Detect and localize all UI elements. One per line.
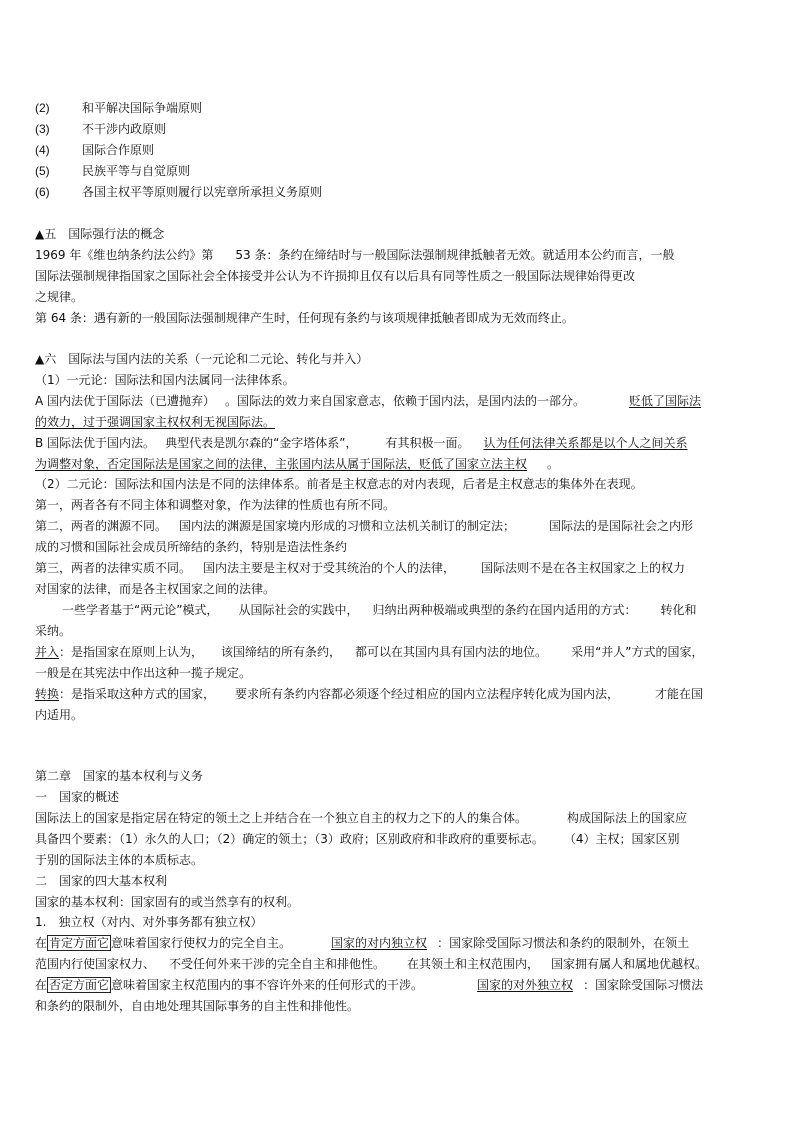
text-run: 范围内行使国家权力、 [35,957,156,971]
text-run: 国内法的渊源是国家境内形成的习惯和立法机关制订的制定法； [179,519,516,533]
underlined-text: 的效力，过于强调国家主权权利无视国际法。 [35,415,276,429]
paragraph-line [35,518,693,534]
paragraph-line [35,393,701,409]
item-text: 民族平等与自觉原则 [82,164,191,178]
underlined-text: 贬低了国际法 [629,394,702,408]
text-run: 在其领土和主权范围内， [407,957,540,971]
paragraph-line: 和条约的限制外，自由地处理其国际事务的自主性和排他性。 [35,999,360,1013]
text-run: 意味着国家行使权力的完全自主。 [111,936,292,950]
text-run: 。 [547,457,560,471]
text-run: （4）主权；国家区别 [563,832,680,846]
paragraph-line: 一般是在其宪法中作出这种一揽子规定。 [35,666,252,680]
item-number: (5) [35,164,50,178]
text-run: ：是指采取这种方式的国家， [59,687,216,701]
text-run: 一些学者基于“两元论”模式， [62,603,219,617]
paragraph-line [35,560,685,576]
term-transformation: 转换 [35,687,60,701]
text-run: 国内法主要是主权对于受其统治的个人的法律， [203,561,456,575]
boxed-text: 否定方面它 [49,978,110,992]
paragraph-line [62,602,696,618]
section-heading: ▲五 国际强行法的概念 [35,227,165,241]
paragraph-line [35,977,703,993]
paragraph-line: 于别的国际法主体的本质标志。 [35,853,204,867]
text-run: 1969 年《维也纳条约法公约》第 [35,248,214,262]
paragraph-line: 内适用。 [35,708,84,722]
underlined-text: 认为任何法律关系都是以个人之间关系 [483,436,688,450]
text-run: 具备四个要素：（1）永久的人口；（2）确定的领土；（3）政府；区别政府和非政府的重要标志。 [35,832,544,846]
text-run: 该国缔结的所有条约， [221,645,342,659]
text-run: ：国家除受国际习惯法和条约的限制外，在领土 [437,936,690,950]
text-run: 构成国际法上的国家应 [567,811,688,825]
text-run: 有其积极一面。 [385,436,470,450]
text-run: 在 [35,936,48,950]
paragraph-line [35,935,689,951]
paragraph-line [35,456,559,472]
paragraph-line [35,956,707,972]
paragraph-line: 第 64 条：遇有新的一般国际法强制规律产生时，任何现有条约与该项规律抵触者即成为无效而终止。 [35,311,574,325]
paragraph-line: 国际法强制规律指国家之国际社会全体接受并公认为不许损抑且仅有以后具有同等性质之一般国际法规律始得更改 [35,269,636,283]
item-text: 国际合作原则 [82,143,155,157]
text-run: 国际法的是国际社会之内形 [549,519,694,533]
paragraph-line [35,414,275,430]
paragraph-line: 之规律。 [35,290,84,304]
item-number: (6) [35,185,50,199]
item-text: 不干涉内政原则 [82,122,167,136]
item-text: 和平解决国际争端原则 [82,101,203,115]
underlined-text: 为调整对象，否定国际法是国家之间的法律，主张国内法从属于国际法，贬低了国家立法主权 [35,457,528,471]
paragraph-line [35,831,680,847]
paragraph-line: 对国家的法律，而是各主权国家之间的法律。 [35,582,276,596]
text-run: A 国内法优于国际法（已遭抛弃） [35,394,216,408]
section-heading: ▲六 国际法与国内法的关系（一元论和二元论、转化与并入） [35,352,369,366]
paragraph-line [35,435,688,451]
paragraph-line [35,810,687,826]
text-run: 。国际法的效力来自国家意志，依赖于国内法，是国内法的一部分。 [225,394,586,408]
paragraph-line: 采纳。 [35,624,72,638]
chapter-heading: 第二章 国家的基本权利与义务 [35,769,204,783]
paragraph-line: （1）一元论：国际法和国内法属同一法律体系。 [35,373,295,387]
text-run: 归纳出两种极端或典型的条约在国内适用的方式： [372,603,637,617]
text-run: 意味着国家主权范围内的事不容许外来的任何形式的干涉。 [111,978,424,992]
text-run: 第三，两者的法律实质不同。 [35,561,192,575]
text-run: 第二，两者的渊源不同。 [35,519,168,533]
text-run: 国际法上的国家是指定居在特定的领土之上并结合在一个独立自主的权力之下的人的集合体。 [35,811,528,825]
text-run: ：是指国家在原则上认为， [59,645,204,659]
boxed-text: 肯定方面它 [49,936,110,950]
text-run: 国际法则不是在各主权国家之上的权力 [481,561,686,575]
text-run: 都可以在其国内具有国内法的地位。 [355,645,548,659]
section-heading: 二 国家的四大基本权利 [35,874,168,888]
text-run: 国家拥有属人和属地优越权。 [551,957,708,971]
item-number: (4) [35,143,50,157]
text-run: 转化和 [660,603,697,617]
paragraph-line: 第一，两者各有不同主体和调整对象，作为法律的性质也有所不同。 [35,498,396,512]
text-run: 采用“并人”方式的国家， [571,645,704,659]
paragraph-line: 成的习惯和国际社会成员所缔结的条约，特别是造法性条约 [35,540,348,554]
text-run: 典型代表是凯尔森的“金字塔体系”， [165,436,358,450]
paragraph-line: 1. 独立权（对内、对外事务都有独立权） [35,915,263,929]
underlined-text: 国家的对外独立权 [477,978,574,992]
term-incorporation: 并入 [35,645,60,659]
text-run: ：国家除受国际习惯法 [583,978,704,992]
paragraph-line: （2）二元论：国际法和国内法是不同的法律体系。前者是主权意志的对内表现，后者是主权意志的集体外在表现。 [35,477,643,491]
text-run: 要求所有条约内容都必须逐个经过相应的国内立法程序转化成为国内法， [235,687,620,701]
text-run: 从国际社会的实践中， [238,603,359,617]
paragraph-line [35,644,704,660]
text-run: 在 [35,978,48,992]
item-text: 各国主权平等原则履行以宪章所承担义务原则 [82,185,323,199]
text-run: 才能在国 [655,687,704,701]
paragraph-line [35,247,674,263]
item-number: (3) [35,122,50,136]
paragraph-line: 国家的基本权利：国家固有的或当然享有的权利。 [35,895,300,909]
text-run: B 国际法优于国内法。 [35,436,156,450]
underlined-text: 国家的对内独立权 [331,936,428,950]
section-heading: 一 国家的概述 [35,790,120,804]
paragraph-line [35,686,703,702]
text-run: 53 条：条约在缔结时与一般国际法强制规律抵触者无效。就适用本公约而言，一般 [235,248,675,262]
text-run: 不受任何外来干涉的完全自主和排他性。 [169,957,386,971]
item-number: (2) [35,101,50,115]
